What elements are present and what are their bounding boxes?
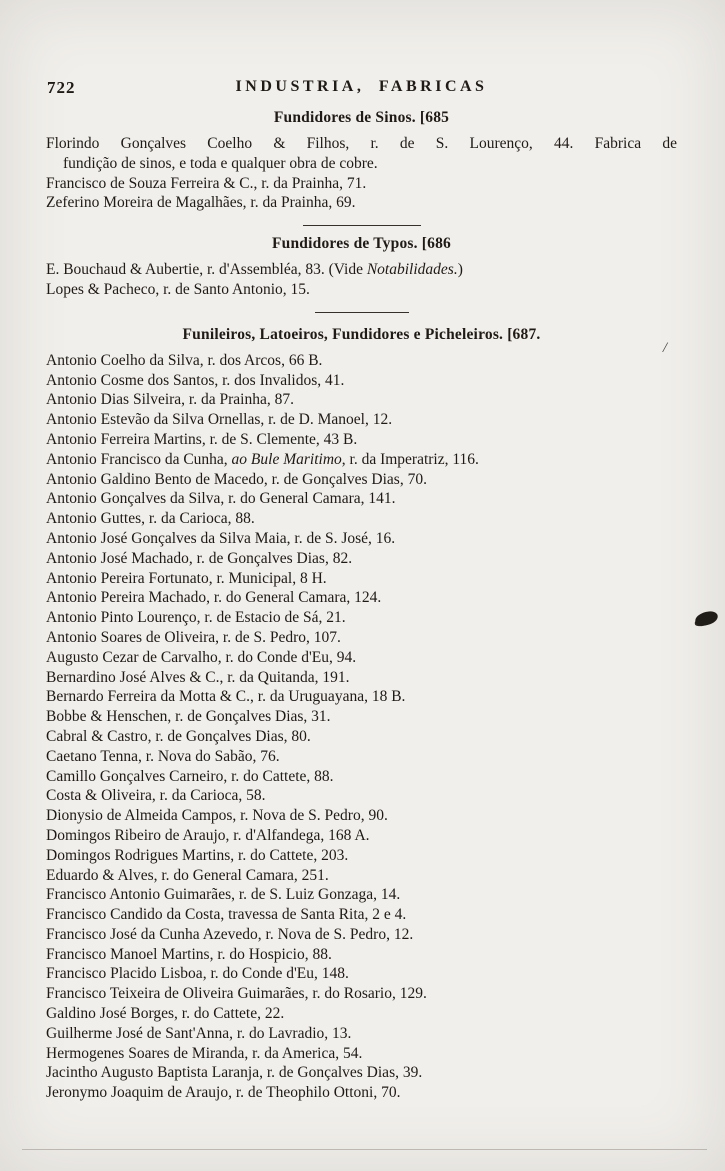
entry-line bbox=[46, 1044, 677, 1064]
entry-line bbox=[46, 628, 677, 648]
ink-smudge bbox=[694, 610, 719, 627]
entry-line bbox=[46, 984, 677, 1004]
page-number: 722 bbox=[47, 78, 76, 97]
entry-text: Florindo Gonçalves Coelho & Filhos, r. de S. Lourenço, 44. Fabrica de bbox=[46, 135, 677, 152]
directory-entry bbox=[46, 826, 677, 846]
entry-line bbox=[46, 925, 677, 945]
entry-line bbox=[46, 1004, 677, 1024]
page-bottom-edge bbox=[22, 1149, 707, 1150]
entry-text-italic: ao Bule Maritimo bbox=[231, 450, 342, 468]
page-header-row bbox=[46, 78, 677, 100]
entry-text: Camillo Gonçalves Carneiro, r. do Cattete, 88. bbox=[46, 767, 334, 785]
entry-text: Bernardo Ferreira da Motta & C., r. da Uruguayana, 18 B. bbox=[46, 688, 406, 706]
entry-text: Francisco Manoel Martins, r. do Hospicio, 88. bbox=[46, 945, 332, 963]
entry-text: Antonio Pinto Lourenço, r. de Estacio de Sá, 21. bbox=[46, 609, 346, 627]
directory-entry bbox=[46, 260, 677, 280]
entry-line bbox=[46, 668, 677, 688]
section-heading: Funileiros, Latoeiros, Fundidores e Picheleiros. [687. bbox=[182, 325, 541, 343]
directory-entry bbox=[46, 925, 677, 945]
section-heading: Fundidores de Typos. [686 bbox=[272, 235, 451, 253]
entry-text: Costa & Oliveira, r. da Carioca, 58. bbox=[46, 787, 266, 805]
directory-entry bbox=[46, 450, 677, 470]
directory-entry bbox=[46, 569, 677, 589]
entry-text: Francisco José da Cunha Azevedo, r. Nova de S. Pedro, 12. bbox=[46, 925, 414, 943]
entry-text: Zeferino Moreira de Magalhães, r. da Prainha, 69. bbox=[46, 194, 356, 212]
directory-entry bbox=[46, 727, 677, 747]
entry-line bbox=[46, 134, 677, 154]
directory-entry bbox=[46, 846, 677, 866]
directory-entry bbox=[46, 747, 677, 767]
entry-line bbox=[46, 569, 677, 589]
entry-text: Antonio Estevão da Silva Ornellas, r. de D. Manoel, 12. bbox=[46, 411, 393, 429]
entry-list bbox=[46, 351, 677, 1103]
directory-entry bbox=[46, 866, 677, 886]
directory-entry bbox=[46, 1083, 677, 1103]
directory-entry bbox=[46, 668, 677, 688]
directory-entry bbox=[46, 1004, 677, 1024]
entry-line bbox=[46, 1063, 677, 1083]
entry-line bbox=[46, 430, 677, 450]
entry-text: Antonio Cosme dos Santos, r. dos Invalidos, 41. bbox=[46, 371, 345, 389]
directory-entry bbox=[46, 707, 677, 727]
entry-line bbox=[46, 648, 677, 668]
section-heading: Fundidores de Sinos. [685 bbox=[273, 109, 450, 126]
entry-line bbox=[46, 1024, 677, 1044]
entry-text: ) bbox=[457, 261, 463, 279]
entry-text: Antonio Guttes, r. da Carioca, 88. bbox=[46, 510, 255, 528]
entry-text: Antonio Dias Silveira, r. da Prainha, 87. bbox=[46, 391, 294, 409]
directory-entry bbox=[46, 608, 677, 628]
entry-text: E. Bouchaud & Aubertie, r. d'Assembléa, 83. (Vide bbox=[46, 261, 367, 279]
directory-entry bbox=[46, 984, 677, 1004]
entry-text: Caetano Tenna, r. Nova do Sabão, 76. bbox=[46, 747, 280, 765]
entry-text: , r. da Imperatriz, 116. bbox=[341, 450, 479, 468]
entry-line bbox=[46, 390, 677, 410]
entry-text: Antonio José Machado, r. de Gonçalves Dias, 82. bbox=[46, 549, 353, 567]
directory-entry bbox=[46, 1063, 677, 1083]
entry-line bbox=[46, 509, 677, 529]
entry-line bbox=[46, 193, 677, 213]
directory-entry bbox=[46, 945, 677, 965]
entry-line bbox=[46, 826, 677, 846]
stray-ink-mark: / bbox=[662, 340, 667, 356]
entry-line bbox=[46, 767, 677, 787]
entry-line bbox=[46, 945, 677, 965]
entry-text: Jeronymo Joaquim de Araujo, r. de Theophilo Ottoni, 70. bbox=[46, 1084, 401, 1102]
directory-entry bbox=[46, 174, 677, 194]
entry-text: Francisco de Souza Ferreira & C., r. da Prainha, 71. bbox=[46, 174, 367, 192]
entry-text: Lopes & Pacheco, r. de Santo Antonio, 15. bbox=[46, 280, 310, 298]
entry-text: Cabral & Castro, r. de Gonçalves Dias, 80. bbox=[46, 727, 311, 745]
entry-line bbox=[46, 885, 677, 905]
entry-line bbox=[46, 351, 677, 371]
entry-line bbox=[46, 786, 677, 806]
directory-entry bbox=[46, 885, 677, 905]
entry-text: Antonio Galdino Bento de Macedo, r. de Gonçalves Dias, 70. bbox=[46, 470, 427, 488]
entry-line bbox=[46, 727, 677, 747]
entry-text: Antonio Pereira Machado, r. do General Camara, 124. bbox=[46, 589, 382, 607]
directory-entry bbox=[46, 687, 677, 707]
entry-line bbox=[46, 489, 677, 509]
section-funileiros-latoeiros bbox=[46, 326, 677, 1103]
entry-text: Domingos Rodrigues Martins, r. do Cattete, 203. bbox=[46, 846, 349, 864]
entry-text: Dionysio de Almeida Campos, r. Nova de S. Pedro, 90. bbox=[46, 807, 388, 825]
entry-text: Francisco Candido da Costa, travessa de Santa Rita, 2 e 4. bbox=[46, 906, 407, 924]
entry-line bbox=[46, 260, 677, 280]
directory-entry bbox=[46, 786, 677, 806]
entry-text: Antonio Pereira Fortunato, r. Municipal, 8 H. bbox=[46, 569, 327, 587]
entry-line bbox=[46, 687, 677, 707]
entry-line bbox=[46, 707, 677, 727]
entry-text: Hermogenes Soares de Miranda, r. da America, 54. bbox=[46, 1044, 363, 1062]
entry-text: fundição de sinos, e toda e qualquer obra de cobre. bbox=[63, 154, 378, 172]
directory-entry bbox=[46, 1024, 677, 1044]
section-divider bbox=[315, 312, 409, 313]
entry-text: Jacintho Augusto Baptista Laranja, r. de Gonçalves Dias, 39. bbox=[46, 1064, 423, 1082]
entry-line bbox=[46, 608, 677, 628]
directory-entry bbox=[46, 509, 677, 529]
entry-text: Antonio Ferreira Martins, r. de S. Clemente, 43 B. bbox=[46, 430, 358, 448]
entry-text: Antonio Gonçalves da Silva, r. do General Camara, 141. bbox=[46, 490, 396, 508]
entry-line bbox=[46, 549, 677, 569]
directory-entry bbox=[46, 193, 677, 213]
entry-text: Augusto Cezar de Carvalho, r. do Conde d'Eu, 94. bbox=[46, 648, 357, 666]
entry-text: Galdino José Borges, r. do Cattete, 22. bbox=[46, 1005, 285, 1023]
directory-entry bbox=[46, 470, 677, 490]
entry-line bbox=[46, 866, 677, 886]
entry-line bbox=[46, 174, 677, 194]
entry-text: Bobbe & Henschen, r. de Gonçalves Dias, 31. bbox=[46, 708, 331, 726]
entry-line bbox=[46, 905, 677, 925]
entry-line bbox=[46, 588, 677, 608]
page-title: INDUSTRIA, FABRICAS bbox=[235, 78, 488, 95]
entry-text-italic: Notabilidades. bbox=[366, 261, 458, 279]
directory-entry bbox=[46, 280, 677, 300]
entry-line bbox=[46, 846, 677, 866]
entry-list bbox=[46, 260, 677, 300]
entry-text: Antonio Coelho da Silva, r. dos Arcos, 66 B. bbox=[46, 351, 323, 369]
entry-text: Antonio Francisco da Cunha, bbox=[46, 450, 232, 468]
directory-entry bbox=[46, 905, 677, 925]
directory-entry bbox=[46, 767, 677, 787]
directory-entry bbox=[46, 430, 677, 450]
entry-line bbox=[46, 410, 677, 430]
entry-text: Guilherme José de Sant'Anna, r. do Lavradio, 13. bbox=[46, 1024, 352, 1042]
directory-entry bbox=[46, 410, 677, 430]
directory-entry bbox=[46, 390, 677, 410]
entry-line bbox=[46, 1083, 677, 1103]
directory-entry bbox=[46, 964, 677, 984]
entry-text: Francisco Teixeira de Oliveira Guimarães, r. do Rosario, 129. bbox=[46, 985, 427, 1003]
directory-entry bbox=[46, 134, 677, 174]
entry-text: Francisco Antonio Guimarães, r. de S. Luiz Gonzaga, 14. bbox=[46, 886, 401, 904]
entry-line bbox=[46, 450, 677, 470]
directory-entry bbox=[46, 529, 677, 549]
entry-line bbox=[46, 964, 677, 984]
entry-line bbox=[46, 470, 677, 490]
directory-entry bbox=[46, 588, 677, 608]
directory-entry bbox=[46, 549, 677, 569]
directory-entry bbox=[46, 806, 677, 826]
directory-entry bbox=[46, 351, 677, 371]
directory-entry bbox=[46, 371, 677, 391]
entry-line bbox=[46, 154, 677, 174]
entry-line bbox=[46, 280, 677, 300]
entry-text: Bernardino José Alves & C., r. da Quitanda, 191. bbox=[46, 668, 350, 686]
entry-line bbox=[46, 371, 677, 391]
directory-entry bbox=[46, 489, 677, 509]
entry-line bbox=[46, 747, 677, 767]
directory-entry bbox=[46, 1044, 677, 1064]
section-fundidores-de-typos bbox=[46, 235, 677, 300]
entry-text: Antonio Soares de Oliveira, r. de S. Pedro, 107. bbox=[46, 628, 341, 646]
entry-text: Francisco Placido Lisboa, r. do Conde d'Eu, 148. bbox=[46, 965, 349, 983]
entry-text: Antonio José Gonçalves da Silva Maia, r. de S. José, 16. bbox=[46, 529, 396, 547]
entry-list bbox=[46, 134, 677, 213]
entry-line bbox=[46, 806, 677, 826]
section-divider bbox=[303, 225, 421, 226]
entry-text: Eduardo & Alves, r. do General Camara, 251. bbox=[46, 866, 329, 884]
entry-text: Domingos Ribeiro de Araujo, r. d'Alfandega, 168 A. bbox=[46, 826, 370, 844]
section-fundidores-de-sinos bbox=[46, 109, 677, 213]
directory-entry bbox=[46, 648, 677, 668]
entry-line bbox=[46, 529, 677, 549]
directory-entry bbox=[46, 628, 677, 648]
